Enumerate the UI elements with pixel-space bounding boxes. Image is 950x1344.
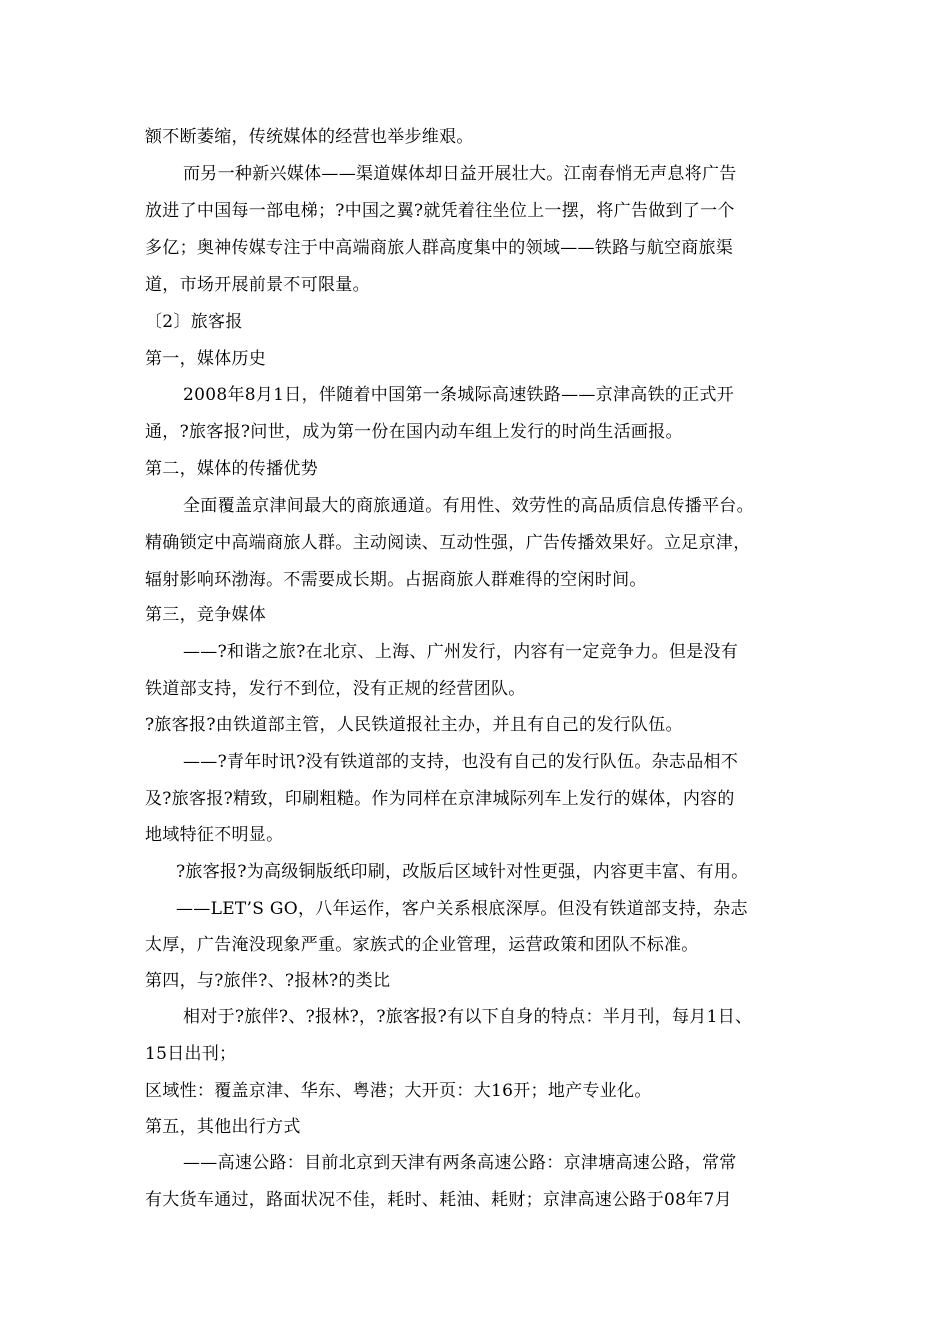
text-line: 而另一种新兴媒体——渠道媒体却日益开展壮大。江南春悄无声息将广告: [183, 164, 737, 184]
text-line: 区域性：覆盖京津、华东、粤港；大开页：大16开；地产专业化。: [145, 1081, 652, 1101]
text-line: ?旅客报?由铁道部主管，人民铁道报社主办，并且有自己的发行队伍。: [145, 715, 683, 735]
text-line: 相对于?旅伴?、?报林?，?旅客报?有以下自身的特点：半月刊，每月1日、: [183, 1007, 753, 1027]
subheading: 第一，媒体历史: [145, 349, 267, 369]
subheading: 第二，媒体的传播优势: [145, 459, 318, 479]
text-line: 有大货车通过，路面状况不佳，耗时、耗油、耗财；京津高速公路于08年7月: [145, 1190, 732, 1210]
text-line: 额不断萎缩，传统媒体的经营也举步维艰。: [145, 127, 474, 147]
text-line: ——高速公路：目前北京到天津有两条高速公路：京津塘高速公路，常常: [183, 1153, 737, 1173]
text-line: 精确锁定中高端商旅人群。主动阅读、互动性强，广告传播效果好。立足京津，: [145, 533, 751, 553]
text-line: 辐射影响环渤海。不需要成长期。占据商旅人群难得的空闲时间。: [145, 570, 647, 590]
text-line: 通，?旅客报?问世，成为第一份在国内动车组上发行的时尚生活画报。: [145, 422, 683, 442]
text-line: 全面覆盖京津间最大的商旅通道。有用性、效劳性的高品质信息传播平台。: [183, 496, 754, 516]
text-line: 铁道部支持，发行不到位，没有正规的经营团队。: [145, 679, 526, 699]
text-line: 放进了中国每一部电梯；?中国之翼?就凭着往坐位上一摆，将广告做到了一个: [145, 201, 735, 221]
text-line: 道，市场开展前景不可限量。: [145, 275, 370, 295]
text-line: ——?和谐之旅?在北京、上海、广州发行，内容有一定竞争力。但是没有: [183, 642, 739, 662]
text-line: 15日出刊；: [145, 1044, 237, 1064]
text-line: ?旅客报?为高级铜版纸印刷，改版后区域针对性更强，内容更丰富、有用。: [176, 862, 749, 882]
subheading: 第四，与?旅伴?、?报林?的类比: [145, 971, 391, 991]
text-line: 地域特征不明显。: [145, 825, 284, 845]
text-line: 太厚，广告淹没现象严重。家族式的企业管理，运营政策和团队不标准。: [145, 935, 699, 955]
text-line: 2008年8月1日，伴随着中国第一条城际高速铁路——京津高铁的正式开: [183, 385, 735, 405]
text-line: 及?旅客报?精致，印刷粗糙。作为同样在京津城际列车上发行的媒体，内容的: [145, 789, 735, 809]
section-heading: 〔2〕旅客报: [145, 312, 243, 332]
subheading: 第五，其他出行方式: [145, 1117, 301, 1137]
text-line: ——LET’S GO，八年运作，客户关系根底深厚。但没有铁道部支持，杂志: [176, 899, 748, 919]
subheading: 第三，竞争媒体: [145, 605, 267, 625]
text-line: ——?青年时讯?没有铁道部的支持，也没有自己的发行队伍。杂志品相不: [183, 752, 739, 772]
text-line: 多亿；奥神传媒专注于中高端商旅人群高度集中的领域——铁路与航空商旅渠: [145, 238, 734, 258]
